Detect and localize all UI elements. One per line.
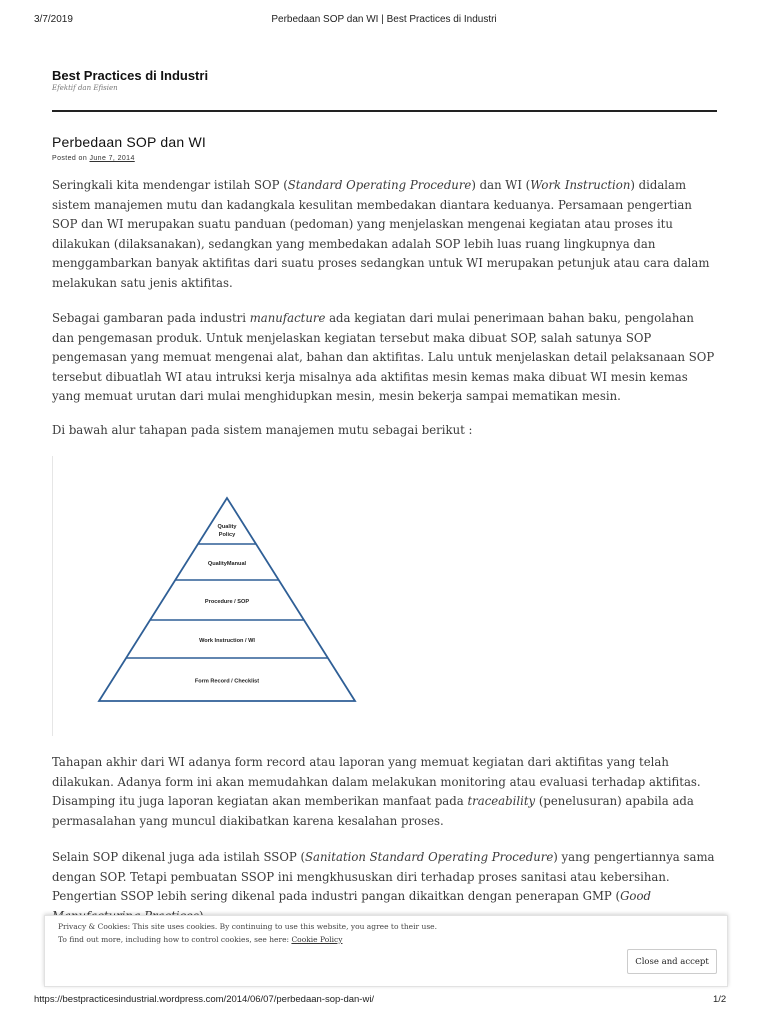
emphasis-text: Good xyxy=(620,889,651,903)
post-meta xyxy=(52,155,135,162)
paragraph-2 xyxy=(52,309,718,407)
paragraph-text: ) didalam sistem manajemen mutu dan kadangkala kesulitan membedakan diantara keduanya. Persamaan pengertian SOP dan WI merupakan suatu panduan (pedoman) yang menjelaskan mengenai kegiatan atau proses itu dilakukan (dilaksanakan), sedangkan yang membedakan adalah SOP lebih luas ruang lingkupnya dan menggambarkan banyak aktifitas dari suatu proses sedangkan untuk WI merupakan petunjuk atau cara dalam melakukan satu jenis aktifitas. xyxy=(52,178,710,290)
cookie-info-prefix: To find out more, including how to control cookies, see here: xyxy=(58,935,292,944)
pyramid-level-label: Form Record / Checklist xyxy=(194,678,260,685)
paragraph-text: ) dan WI ( xyxy=(471,178,531,192)
posted-on-label: Posted on xyxy=(52,155,90,162)
emphasis-text: manufacture xyxy=(249,311,326,325)
header-divider xyxy=(52,110,717,112)
paragraph-text: (penelusuran) apabila ada permasalahan yang muncul diakibatkan karena kesalahan proses. xyxy=(52,794,694,828)
paragraph-text: Selain SOP dikenal juga ada istilah SSOP ( xyxy=(52,850,306,864)
paragraph-text: Tahapan akhir dari WI adanya form record atau laporan yang memuat kegiatan dari aktifitas yang telah dilakukan. Adanya form ini akan memudahkan dalam melakukan monitoring atau evaluasi terhadap aktifitas. Disamping itu juga laporan kegiatan akan memberikan manfaat pada xyxy=(52,755,701,808)
paragraph-text: Di bawah alur tahapan pada sistem manajemen mutu sebagai berikut : xyxy=(52,423,473,437)
paragraph-text: Sebagai gambaran pada industri xyxy=(52,311,250,325)
paragraph-text: ada kegiatan dari mulai penerimaan bahan baku, pengolahan dan pengemasan produk. Untuk menjelaskan kegiatan tersebut maka dibuat SOP, salah satunya SOP pengemasan yang memuat mengenai alat, bahan dan aktifitas. Lalu untuk menjelaskan detail pelaksanaan SOP tersebut dibuatlah WI atau intruksi kerja misalnya ada aktifitas mesin kemas maka dibuat WI mesin kemas yang memuat urutan dari mulai menghidupkan mesin, mesin bekerja sampai mematikan mesin. xyxy=(52,311,715,403)
pyramid-level-label: Quality Policy xyxy=(217,524,237,538)
site-tagline: Efektif dan Efisien xyxy=(52,84,118,92)
emphasis-text: Work Instruction xyxy=(530,178,631,192)
post-title: Perbedaan SOP dan WI xyxy=(52,134,206,150)
close-and-accept-button[interactable]: Close and accept xyxy=(627,949,717,974)
pyramid-level-label: Work Instruction / WI xyxy=(199,638,255,644)
quality-pyramid-figure xyxy=(52,456,402,736)
site-title[interactable]: Best Practices di Industri xyxy=(52,68,209,83)
paragraph-text: ) yang pengertiannya sama dengan SOP. Tetapi pembuatan SSOP ini mengkhususkan diri terhadap proses sanitasi atau kebersihan. Pengertian SSOP lebih sering dikenal pada industri pangan dikaitkan dengan penerapan GMP ( xyxy=(52,850,715,903)
paragraph-text: Seringkali kita mendengar istilah SOP ( xyxy=(52,178,288,192)
paragraph-3 xyxy=(52,421,718,441)
paragraph-1 xyxy=(52,176,718,293)
cookie-notice-text: Privacy & Cookies: This site uses cookies. By continuing to use this website, you agree to their use. xyxy=(58,922,437,931)
print-url: https://bestpracticesindustrial.wordpress.com/2014/06/07/perbedaan-sop-dan-wi/ xyxy=(34,994,375,1005)
print-date: 3/7/2019 xyxy=(34,14,73,25)
post-date-link[interactable]: June 7, 2014 xyxy=(89,155,135,162)
pyramid-level-label: QualityManual xyxy=(207,561,247,567)
emphasis-text: Sanitation Standard Operating Procedure xyxy=(305,850,554,864)
figure-edge xyxy=(52,456,53,736)
quality-pyramid-diagram xyxy=(52,456,402,736)
cookie-policy-link[interactable]: Cookie Policy xyxy=(291,935,343,944)
cookie-info-text xyxy=(58,935,342,944)
emphasis-text: Standard Operating Procedure xyxy=(287,178,472,192)
emphasis-text: traceability xyxy=(467,794,536,808)
pyramid-level-label: Procedure / SOP xyxy=(204,599,250,605)
paragraph-4 xyxy=(52,753,718,831)
cookie-banner xyxy=(44,915,728,987)
print-doc-title: Perbedaan SOP dan WI | Best Practices di Industri xyxy=(271,14,497,25)
print-page-number: 1/2 xyxy=(713,994,727,1005)
